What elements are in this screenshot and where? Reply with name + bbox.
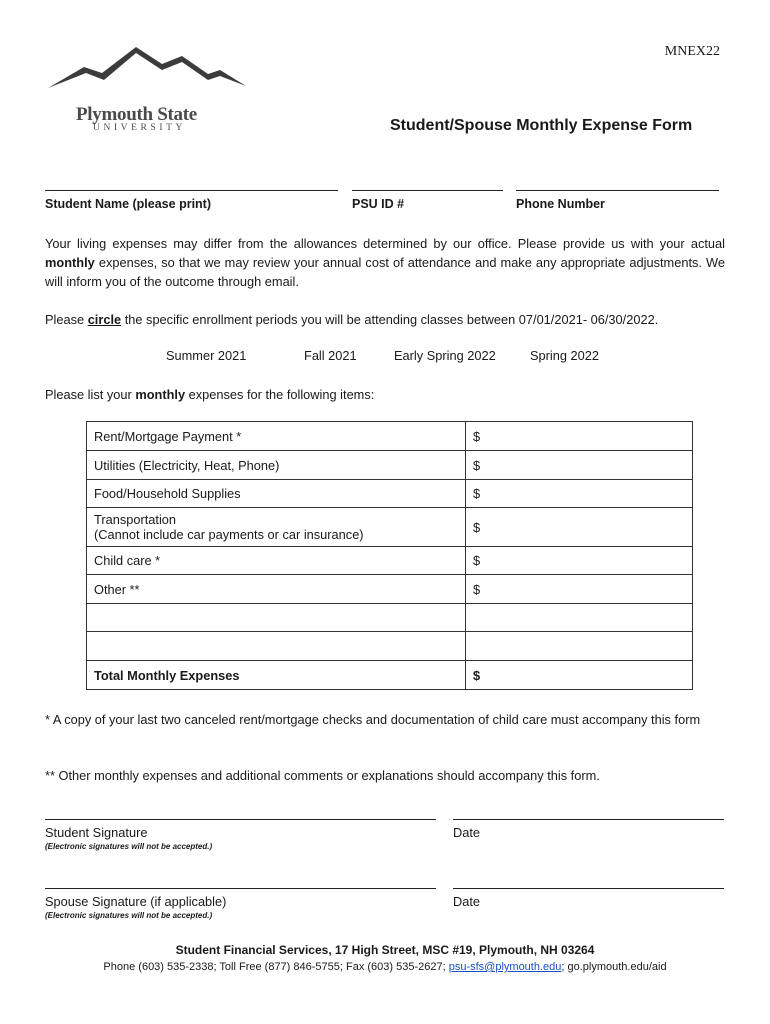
student-date-line[interactable] bbox=[453, 819, 724, 820]
note-documentation: * A copy of your last two canceled rent/mortgage checks and documentation of child care must accompany this form bbox=[45, 712, 701, 727]
student-date-label: Date bbox=[453, 825, 481, 840]
expense-amount-field[interactable]: $ bbox=[466, 575, 693, 604]
table-row bbox=[87, 422, 693, 451]
blank-amount-field[interactable] bbox=[466, 604, 693, 632]
email-link[interactable]: psu-sfs@plymouth.edu bbox=[448, 961, 562, 973]
university-subtitle: UNIVERSITY bbox=[93, 123, 186, 133]
student-signature-label: Student Signature bbox=[45, 825, 148, 840]
period-fall-2021[interactable]: Fall 2021 bbox=[304, 348, 357, 363]
student-signature-note: (Electronic signatures will not be accepted.) bbox=[45, 842, 213, 851]
psu-id-line[interactable] bbox=[352, 190, 503, 191]
expense-table bbox=[86, 421, 693, 690]
circle-instructions: Please circle the specific enrollment periods you will be attending classes between 07/01/2021- 06/30/2022. bbox=[45, 312, 659, 327]
period-early-spring-2022[interactable]: Early Spring 2022 bbox=[394, 348, 496, 363]
form-title: Student/Spouse Monthly Expense Form bbox=[390, 117, 693, 134]
expense-item: Child care * bbox=[87, 547, 466, 575]
table-row bbox=[87, 480, 693, 508]
expense-amount-field[interactable]: $ bbox=[466, 451, 693, 480]
expense-item: Transportation (Cannot include car payments or car insurance) bbox=[87, 508, 466, 547]
total-amount-field[interactable]: $ bbox=[466, 661, 693, 690]
period-summer-2021[interactable]: Summer 2021 bbox=[166, 348, 247, 363]
table-row bbox=[87, 575, 693, 604]
note-other-expenses: ** Other monthly expenses and additional comments or explanations should accompany this form. bbox=[45, 768, 600, 783]
phone-number-label: Phone Number bbox=[516, 197, 605, 211]
table-row bbox=[87, 547, 693, 575]
expense-amount-field[interactable]: $ bbox=[466, 480, 693, 508]
blank-amount-field[interactable] bbox=[466, 632, 693, 661]
expense-amount-field[interactable]: $ bbox=[466, 422, 693, 451]
expense-item: Rent/Mortgage Payment * bbox=[87, 422, 466, 451]
expense-amount-field[interactable]: $ bbox=[466, 547, 693, 575]
spouse-signature-note: (Electronic signatures will not be accepted.) bbox=[45, 911, 213, 920]
expense-item: Other ** bbox=[87, 575, 466, 604]
list-intro: Please list your monthly expenses for the following items: bbox=[45, 387, 375, 402]
table-row bbox=[87, 451, 693, 480]
table-row bbox=[87, 632, 693, 661]
phone-number-line[interactable] bbox=[516, 190, 719, 191]
expense-item: Food/Household Supplies bbox=[87, 480, 466, 508]
student-name-line[interactable] bbox=[45, 190, 338, 191]
university-name: Plymouth State bbox=[76, 104, 197, 125]
psu-id-label: PSU ID # bbox=[352, 197, 405, 211]
intro-paragraph: Your living expenses may differ from the allowances determined by our office. Please provide us with your actual monthly expenses, so that we may review your annual cost of attendance and make any appropriate adjustments. We will inform you of the outcome through email. bbox=[45, 236, 725, 289]
total-label: Total Monthly Expenses bbox=[87, 661, 466, 690]
period-spring-2022[interactable]: Spring 2022 bbox=[530, 348, 600, 363]
table-row-total bbox=[87, 661, 693, 690]
spouse-signature-line[interactable] bbox=[45, 888, 436, 889]
student-signature-line[interactable] bbox=[45, 819, 436, 820]
table-row bbox=[87, 604, 693, 632]
footer-contact: Phone (603) 535-2338; Toll Free (877) 846-5755; Fax (603) 535-2627; psu-sfs@plymouth.edu; go.plymouth.edu/aid bbox=[103, 961, 667, 973]
spouse-date-line[interactable] bbox=[453, 888, 724, 889]
table-row bbox=[87, 508, 693, 547]
spouse-date-label: Date bbox=[453, 894, 481, 909]
student-name-label: Student Name (please print) bbox=[45, 197, 211, 211]
blank-item-field[interactable] bbox=[87, 632, 466, 661]
spouse-signature-label: Spouse Signature (if applicable) bbox=[45, 894, 227, 909]
form-code: MNEX22 bbox=[664, 44, 720, 59]
footer-address: Student Financial Services, 17 High Street, MSC #19, Plymouth, NH 03264 bbox=[175, 943, 595, 957]
blank-item-field[interactable] bbox=[87, 604, 466, 632]
expense-item: Utilities (Electricity, Heat, Phone) bbox=[87, 451, 466, 480]
expense-amount-field[interactable]: $ bbox=[466, 508, 693, 547]
